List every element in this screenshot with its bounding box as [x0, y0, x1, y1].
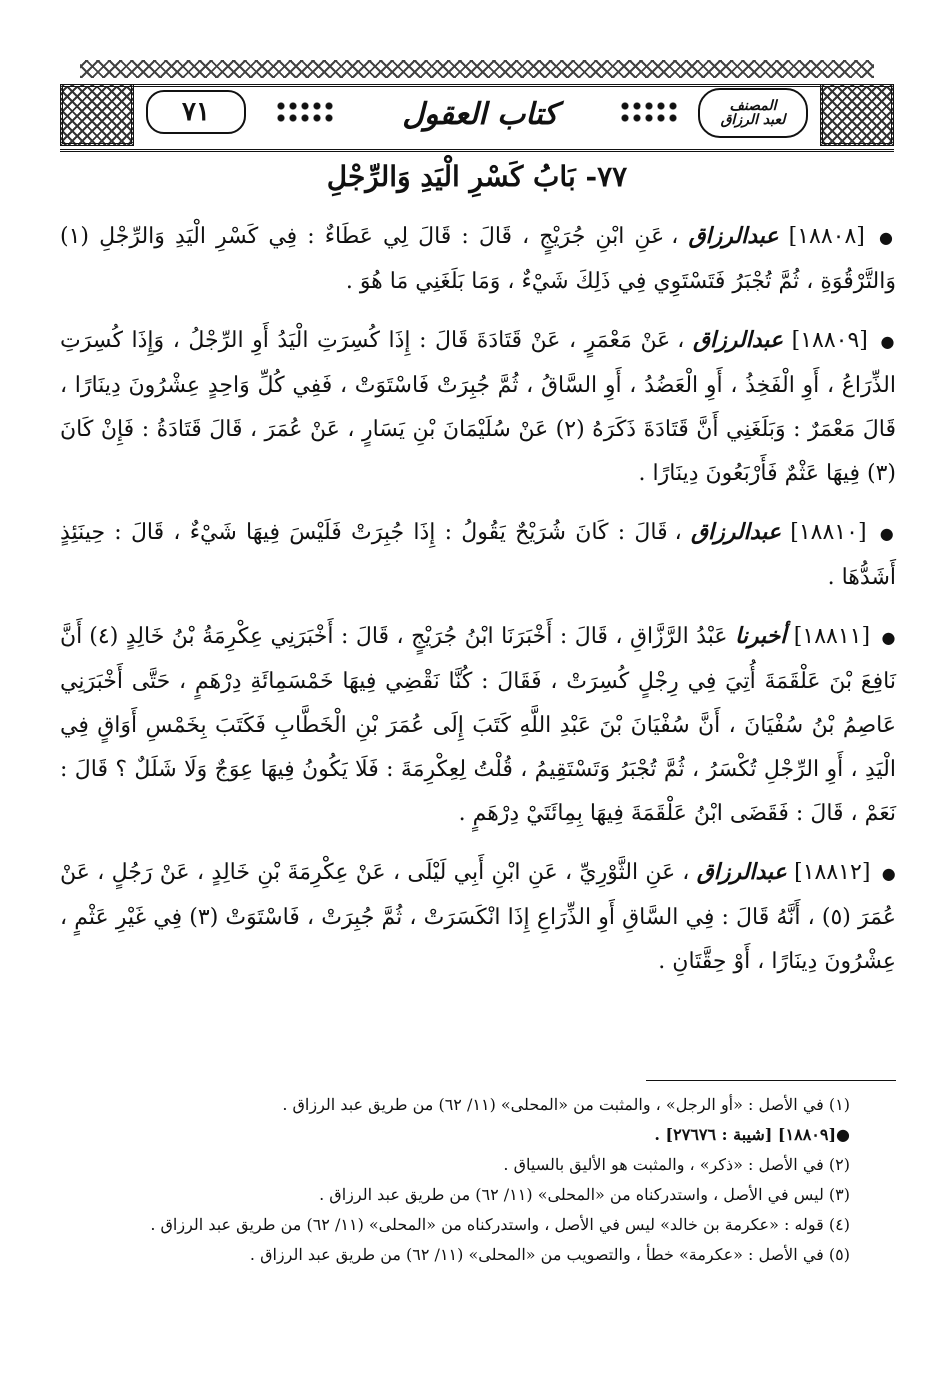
entry-number: [١٨٨١١] [793, 624, 871, 649]
entry-source: عبدالرزاق [690, 519, 782, 545]
footnote: (٥) في الأصل : «عكرمة» خطأ ، والتصويب من «المحلى» (١١/ ٦٢) من طريق عبد الرزاق . [249, 1245, 850, 1264]
header-ornament-top [80, 60, 874, 78]
page-body [60, 214, 896, 998]
chapter-heading: ٧٧- بَابُ كَسْرِ الْيَدِ وَالرِّجْلِ [326, 160, 628, 193]
hadith-entry [60, 510, 896, 600]
entry-source: أخبرنا [735, 623, 787, 649]
page-number [146, 90, 246, 134]
bullet-icon: ● [881, 628, 896, 647]
footnote: (١) في الأصل : «أو الرجل» ، والمثبت من «المحلى» (١١/ ٦٢) من طريق عبد الرزاق . [282, 1095, 850, 1114]
bullet-icon: ● [881, 864, 897, 883]
emblem-line-1: المصنف [729, 98, 777, 114]
footnote: (٢) في الأصل : «ذكر» ، والمثبت هو الأليق بالسياق . [503, 1155, 850, 1174]
hadith-entry [60, 614, 896, 836]
header-ornament-right [820, 84, 894, 146]
book-emblem [698, 88, 808, 138]
hadith-entry [60, 850, 896, 984]
footnote: (٣) ليس في الأصل ، واستدركناه من «المحلى» (١١/ ٦٢) من طريق عبد الرزاق . [319, 1185, 850, 1204]
page-header [60, 60, 894, 154]
header-dots-left [275, 100, 335, 124]
footnote: (٤) قوله : «عكرمة بن خالد» ليس في الأصل ، واستدركناه من «المحلى» (١١/ ٦٢) من طريق عبد الرزاق . [150, 1215, 850, 1234]
entry-text: ، قَالَ : كَانَ شُرَيْحٌ يَقُولُ : إِذَا جُبِرَتْ فَلَيْسَ فِيهَا شَيْءٌ ، قَالَ : حِينَئِذٍ أَشَدُّهَا . [60, 520, 896, 590]
entry-text: عَبْدُ الرَّزَّاقِ ، قَالَ : أَخْبَرَنَا ابْنُ جُرَيْجٍ ، قَالَ : أَخْبَرَنِي عِكْرِمَةُ بْنُ خَالِدٍ (٤) أَنَّ نَافِعَ بْنَ عَلْقَمَةَ أُتِيَ فِي رِجْلٍ كُسِرَتْ ، فَقَالَ : كُنَّا نَقْضِي فِيهَا خَمْسَمِائَةِ دِرْهَمٍ ، حَتَّى أَخْبَرَنِي عَاصِمُ بْنُ سُفْيَانَ ، أَنَّ سُفْيَانَ بْنَ عَبْدِ اللَّهِ كَتَبَ إِلَى عُمَرَ بْنِ الْخَطَّابِ فَكَتَبَ بِخَمْسِ أَوَاقٍ فِي الْيَدِ ، أَوِ الرِّجْلِ تُكْسَرُ ، ثُمَّ تُجْبَرُ وَتَسْتَقِيمُ ، قُلْتُ لِعِكْرِمَةَ : فَلَا يَكُونُ فِيهَا عِوَجٌ وَلَا شَلَلٌ ؟ قَالَ : نَعَمْ ، قَالَ : فَقَضَى ابْنُ عَلْقَمَةَ فِيهَا بِمِائَتَيْ دِرْهَمٍ . [60, 624, 896, 826]
entry-number: [١٨٨٠٨] [788, 224, 865, 249]
book-title: كتاب العقول [402, 96, 558, 132]
entry-source: عبدالرزاق [688, 223, 779, 249]
bullet-icon: ● [879, 524, 896, 543]
header-dots-right [619, 100, 679, 124]
emblem-line-2: لعبد الرزاق [720, 112, 786, 128]
footnotes [60, 1090, 850, 1270]
hadith-entry [60, 214, 896, 304]
entry-text: ، عَنِ الثَّوْرِيِّ ، عَنِ ابْنِ أَبِي لَيْلَى ، عَنْ عِكْرِمَةَ بْنِ خَالِدٍ ، عَنْ رَجُلٍ ، عَنْ عُمَرَ (٥) ، أَنَّهُ قَالَ : فِي السَّاقِ أَوِ الذِّرَاعِ إِذَا انْكَسَرَتْ ، ثُمَّ جُبِرَتْ ، فَاسْتَوَتْ (٣) فِي غَيْرِ عَثْمٍ ، عِشْرُونَ دِينَارًا ، أَوْ حِقَّتَانِ . [60, 860, 897, 974]
entry-text: ، عَنِ ابْنِ جُرَيْجٍ ، قَالَ : قَالَ لِي عَطَاءٌ : فِي كَسْرِ الْيَدِ وَالرِّجْلِ (١) وَالتَّرْقُوَةِ ، ثُمَّ تُجْبَرُ فَتَسْتَوِي فِي ذَلِكَ شَيْءٌ ، وَمَا بَلَغَنِي مَا هُوَ . [60, 224, 896, 294]
entry-number: [١٨٨١٠] [790, 520, 867, 545]
footnote-divider [646, 1080, 896, 1081]
footnote-reference: ●[١٨٨٠٩] [شيبة : ٢٧٦٧٦] . [654, 1125, 850, 1144]
page-number-text: ٧١ [182, 97, 210, 127]
entry-source: عبدالرزاق [696, 859, 787, 885]
header-ornament-left [60, 84, 134, 146]
entry-number: [١٨٨٠٩] [791, 328, 868, 353]
bullet-icon: ● [880, 332, 896, 351]
entry-source: عبدالرزاق [692, 327, 784, 353]
hadith-entry [60, 318, 896, 496]
entry-number: [١٨٨١٢] [794, 860, 871, 885]
entry-text: ، عَنْ مَعْمَرٍ ، عَنْ قَتَادَةَ قَالَ : إِذَا كُسِرَتِ الْيَدُ أَوِ الرِّجْلُ ، وَإِذَا كُسِرَتِ الذِّرَاعُ ، أَوِ الْفَخِذُ ، أَوِ الْعَضُدُ ، أَوِ السَّاقُ ، ثُمَّ جُبِرَتْ فَاسْتَوَتْ ، فَفِي كُلِّ وَاحِدٍ عِشْرُونَ دِينَارًا ، قَالَ مَعْمَرٌ : وَبَلَغَنِي أَنَّ قَتَادَةَ ذَكَرَهُ (٢) عَنْ سُلَيْمَانَ بْنِ يَسَارٍ ، عَنْ عُمَرَ ، قَالَ قَتَادَةُ : فَإِنْ كَانَ (٣) فِيهَا عَثْمٌ فَأَرْبَعُونَ دِينَارًا . [60, 328, 896, 486]
bullet-icon: ● [878, 228, 896, 247]
